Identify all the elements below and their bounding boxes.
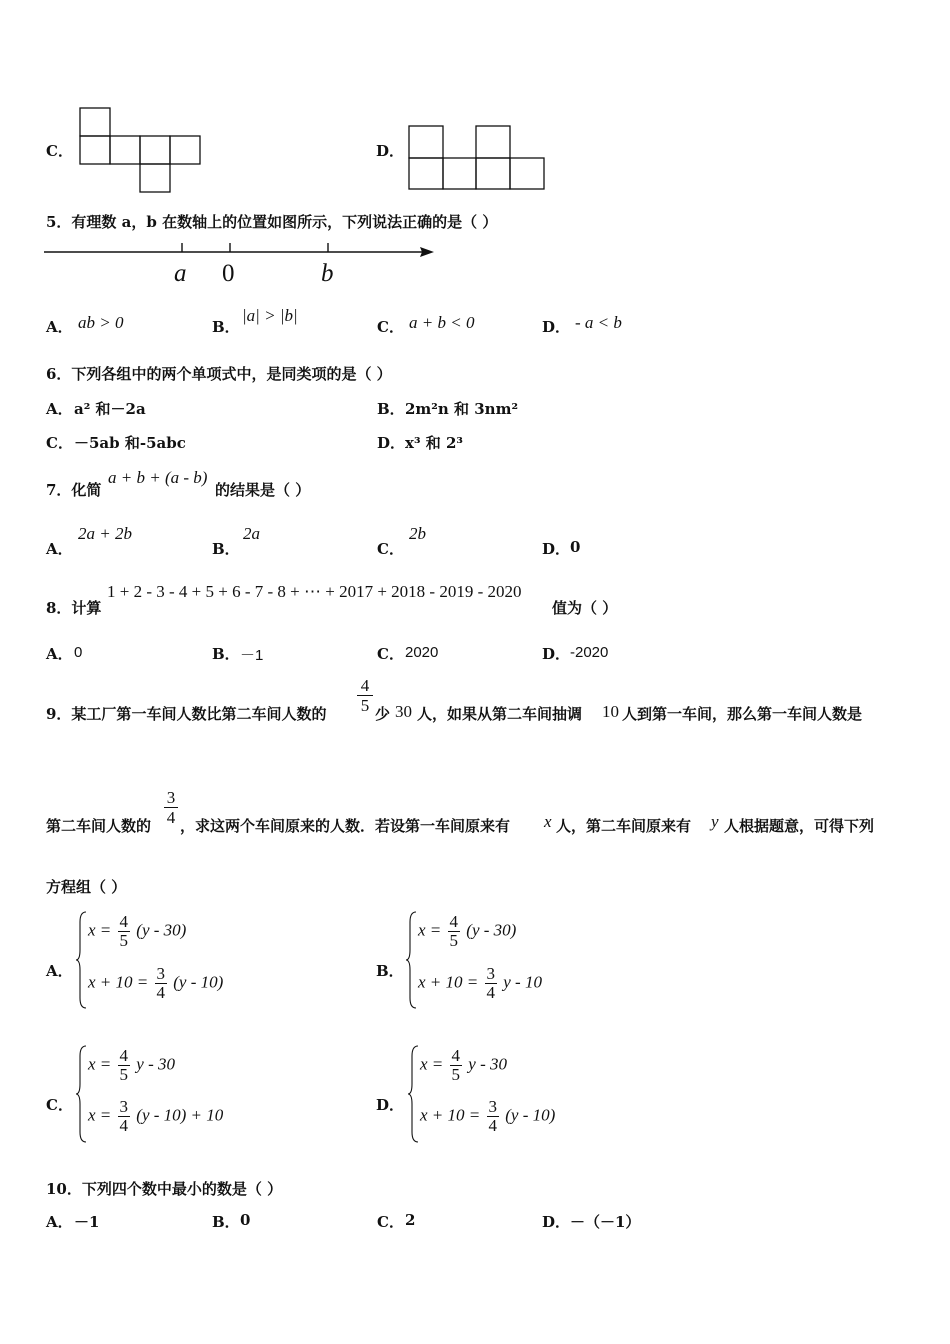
q10-option-d-value: －（－1） [570, 1213, 641, 1231]
q7-expression: a + b + (a - b) [108, 468, 208, 487]
eq-lhs: x + 10 = [88, 972, 149, 992]
q10-stem: 10．下列四个数中最小的数是（ ） [46, 1180, 283, 1198]
q7-option-b-label: B． [212, 540, 240, 558]
q8-option-b-label: B． [212, 645, 240, 663]
q7-option-d-expr: 0 [570, 538, 581, 556]
q9-fraction-3-4 [164, 788, 178, 827]
q8-option-b-value: －1 [240, 647, 264, 664]
q9-option-c-label: C． [46, 1096, 73, 1114]
q7-option-b-expr: 2a [243, 524, 260, 543]
eq-denominator: 5 [449, 931, 459, 950]
q9-option-b-eq2 [418, 965, 542, 1002]
eq-numerator: 4 [119, 912, 129, 931]
eq-rhs: y - 10 [503, 972, 542, 992]
eq-denominator: 5 [451, 1065, 461, 1084]
q9-option-b-label: B． [376, 962, 404, 980]
q10-option-c-value: 2 [405, 1211, 416, 1229]
eq-lhs: x = [88, 920, 112, 940]
q6-option-a-label: A． [46, 400, 73, 418]
q8-option-d-label: D． [542, 645, 571, 663]
q7-stem-pre: 7．化简 [46, 481, 102, 499]
q9-var-y: y [711, 812, 719, 831]
eq-numerator: 4 [451, 1046, 461, 1065]
q10-option-a-label: A． [46, 1213, 73, 1231]
eq-lhs: x + 10 = [420, 1105, 481, 1125]
q9-number-10: 10 [602, 702, 619, 721]
q5-option-c-label: C． [377, 318, 404, 336]
eq-numerator: 4 [119, 1046, 129, 1065]
q7-option-a-label: A． [46, 540, 73, 558]
q9-line2-d: 人根据题意，可得下列 [724, 817, 875, 835]
q9-option-c-eq1 [88, 1047, 175, 1084]
eq-numerator: 3 [488, 1097, 497, 1116]
q6-option-c-label: C． [46, 434, 73, 452]
q5-axis-label-a: a [174, 260, 187, 287]
eq-lhs: x + 10 = [418, 972, 479, 992]
q6-option-d-label: D． [377, 434, 406, 452]
eq-rhs: (y - 30) [466, 920, 517, 940]
eq-rhs: (y - 10) + 10 [136, 1105, 224, 1125]
q9-line1-a: 9．某工厂第一车间人数比第二车间人数的 [46, 705, 327, 723]
q8-option-a-value: 0 [74, 644, 83, 661]
q9-number-30: 30 [395, 702, 412, 721]
q8-option-a-label: A． [46, 645, 73, 663]
q10-option-a-value: －1 [74, 1213, 100, 1231]
eq-numerator: 3 [486, 964, 495, 983]
q5-option-b-expr: |a| > |b| [242, 306, 298, 325]
q8-stem-post: 值为（ ） [552, 599, 618, 617]
q9-option-a-eq2 [88, 965, 223, 1002]
q5-option-b-label: B． [212, 318, 240, 336]
q9-fraction-denominator: 5 [360, 696, 370, 715]
q5-stem: 5．有理数 a，b 在数轴上的位置如图所示，下列说法正确的是（ ） [46, 213, 498, 231]
q10-option-d-label: D． [542, 1213, 571, 1231]
q6-option-d-text: x³ 和 2³ [405, 434, 463, 452]
eq-numerator: 3 [119, 1097, 129, 1116]
q9-option-c-eq2 [88, 1098, 223, 1135]
q9-fraction-denominator: 4 [166, 808, 176, 827]
q8-option-d-value: -2020 [570, 644, 609, 661]
eq-denominator: 5 [119, 1065, 129, 1084]
q9-option-d-eq1 [420, 1047, 507, 1084]
q5-option-d-expr: - a < b [575, 313, 622, 332]
q4-option-c-net [80, 108, 205, 193]
q6-option-a-text: a² 和－2a [74, 400, 146, 418]
q5-option-a-expr: ab > 0 [78, 313, 124, 332]
eq-lhs: x = [420, 1054, 444, 1074]
q8-stem-pre: 8．计算 [46, 599, 102, 617]
q9-line2-a: 第二车间人数的 [46, 817, 152, 835]
q9-line1-c: 人，如果从第二车间抽调 [417, 705, 583, 723]
eq-rhs: (y - 10) [173, 972, 224, 992]
eq-denominator: 5 [119, 931, 129, 950]
eq-numerator: 3 [156, 964, 165, 983]
q9-fraction-numerator: 3 [164, 788, 178, 808]
q8-option-c-label: C． [377, 645, 404, 663]
eq-lhs: x = [418, 920, 442, 940]
q7-option-c-label: C． [377, 540, 404, 558]
q9-option-d-eq2 [420, 1098, 555, 1135]
q9-line1-d: 人到第一车间，那么第一车间人数是 [622, 705, 863, 723]
q6-option-b-text: 2m²n 和 3nm² [405, 400, 519, 418]
q7-stem-post: 的结果是（ ） [215, 481, 311, 499]
q9-option-a-eq1 [88, 913, 186, 950]
q8-option-c-value: 2020 [405, 644, 439, 661]
eq-rhs: y - 30 [468, 1054, 507, 1074]
q9-fraction-numerator: 4 [357, 676, 373, 696]
q6-stem: 6．下列各组中的两个单项式中，是同类项的是（ ） [46, 365, 392, 383]
q9-option-c-brace [76, 1044, 88, 1144]
q5-axis-label-zero: 0 [222, 260, 235, 287]
q6-option-b-label: B． [377, 400, 405, 418]
q9-option-a-label: A． [46, 962, 73, 980]
q9-line1-b: 少 [375, 705, 391, 723]
q9-fraction-4-5 [357, 676, 373, 715]
eq-lhs: x = [88, 1054, 112, 1074]
q5-number-line [44, 240, 439, 290]
q5-option-a-label: A． [46, 318, 73, 336]
q9-option-b-brace [406, 910, 418, 1010]
q5-axis-label-b: b [321, 260, 334, 287]
q10-option-c-label: C． [377, 1213, 404, 1231]
eq-rhs: y - 30 [136, 1054, 175, 1074]
q9-option-d-label: D． [376, 1096, 405, 1114]
q9-var-x: x [544, 812, 552, 831]
eq-rhs: (y - 30) [136, 920, 187, 940]
q10-option-b-value: 0 [240, 1211, 251, 1229]
eq-lhs: x = [88, 1105, 112, 1125]
eq-denominator: 4 [486, 983, 495, 1002]
q5-option-d-label: D． [542, 318, 571, 336]
q9-line2-c: 人，第二车间原来有 [556, 817, 692, 835]
q7-option-a-expr: 2a + 2b [78, 524, 132, 543]
q9-option-d-brace [408, 1044, 420, 1144]
q8-expression: 1 + 2 - 3 - 4 + 5 + 6 - 7 - 8 + ⋯ + 2017 + 2018 - 2019 - 2020 [107, 582, 522, 601]
q9-option-b-eq1 [418, 913, 516, 950]
eq-denominator: 4 [119, 1116, 129, 1135]
eq-numerator: 4 [449, 912, 459, 931]
q7-option-c-expr: 2b [409, 524, 426, 543]
q10-option-b-label: B． [212, 1213, 240, 1231]
q9-line3: 方程组（ ） [46, 878, 127, 896]
q9-line2-b: ，求这两个车间原来的人数．若设第一车间原来有 [180, 817, 511, 835]
eq-denominator: 4 [488, 1116, 497, 1135]
q4-option-c-label: C． [46, 142, 73, 160]
eq-rhs: (y - 10) [505, 1105, 556, 1125]
q5-option-c-expr: a + b < 0 [409, 313, 475, 332]
q9-option-a-brace [76, 910, 88, 1010]
q4-option-d-label: D． [376, 142, 405, 160]
q4-option-d-net [409, 126, 549, 192]
eq-denominator: 4 [156, 983, 165, 1002]
q6-option-c-text: －5ab 和-5abc [74, 434, 186, 452]
q7-option-d-label: D． [542, 540, 571, 558]
